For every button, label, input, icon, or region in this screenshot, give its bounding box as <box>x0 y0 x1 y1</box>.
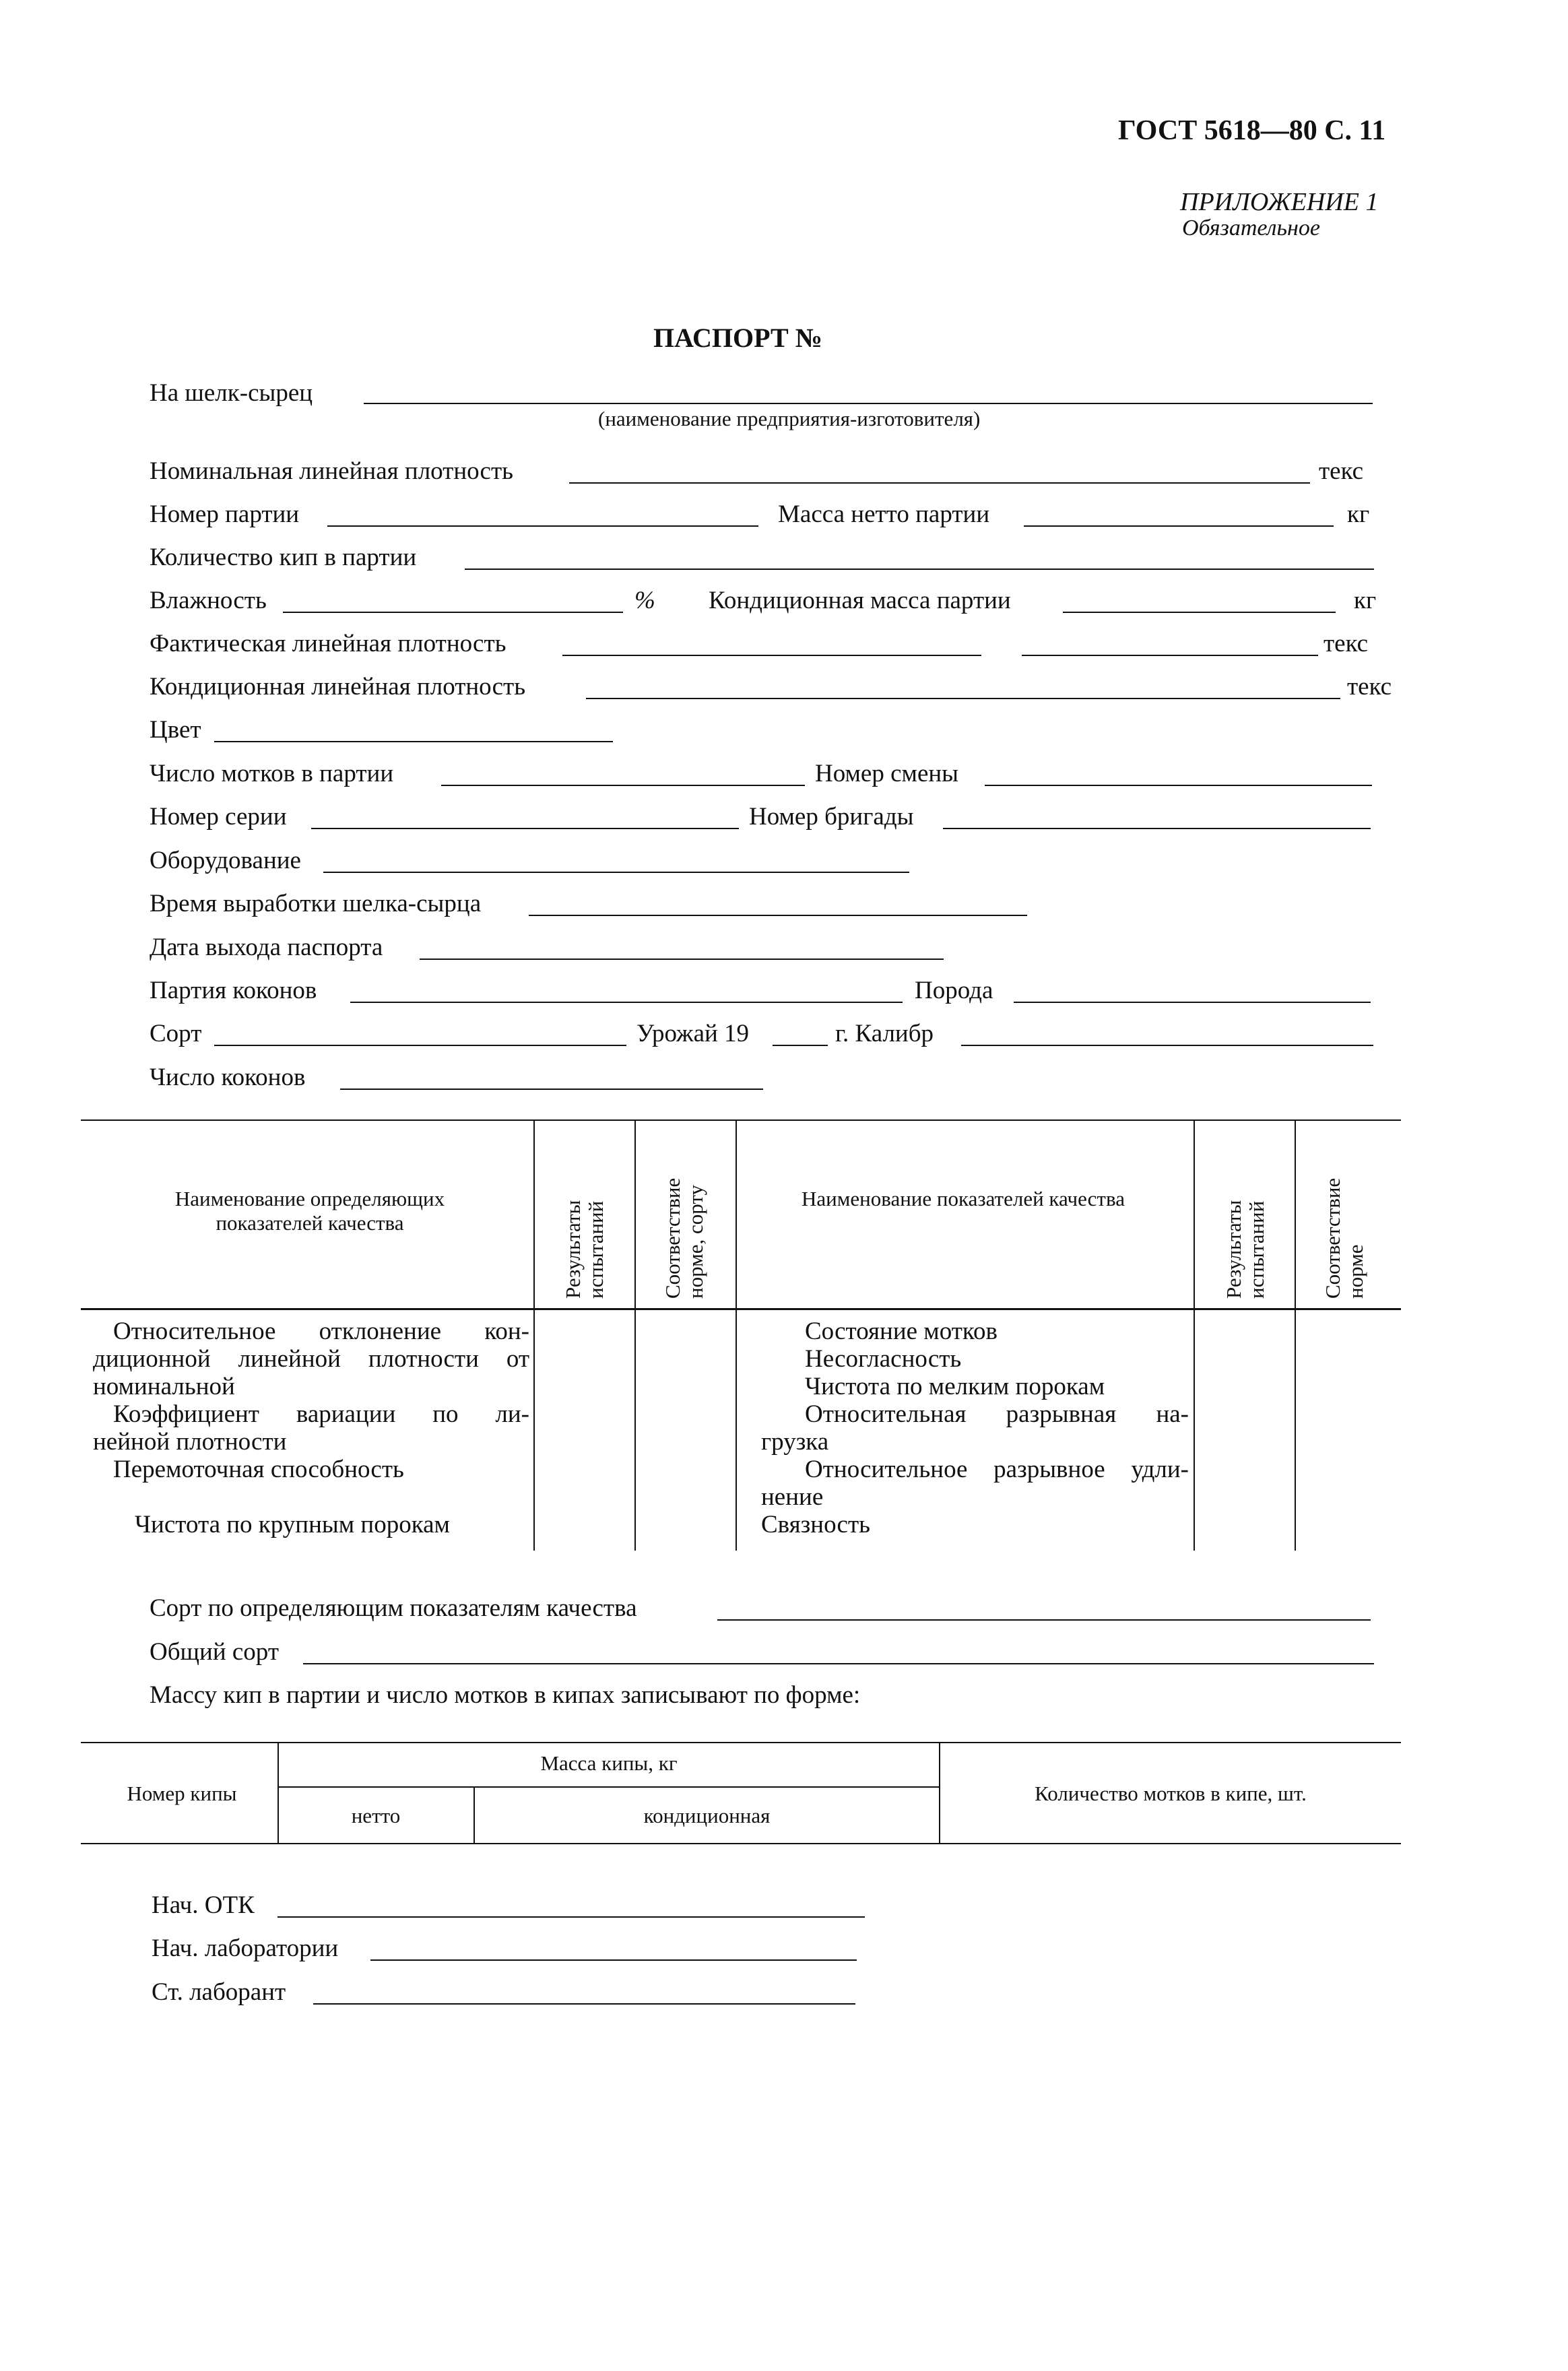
right-row-8: Связность <box>761 1511 870 1538</box>
kg-unit-2: кг <box>1354 587 1377 614</box>
quality-table-header-border <box>81 1308 1401 1310</box>
left-row-4: Коэффициент вариации по ли- <box>113 1400 529 1428</box>
moisture-blank[interactable] <box>283 612 623 613</box>
cocoon-count-blank[interactable] <box>340 1089 763 1090</box>
left-row-5: нейной плотности <box>93 1428 287 1456</box>
quality-col4-header: Наименование показателей качества <box>802 1187 1125 1210</box>
equipment-label: Оборудование <box>150 847 301 874</box>
right-row-1: Состояние мотков <box>805 1318 998 1345</box>
quality-table-col-sep-5 <box>1295 1119 1296 1551</box>
otk-head-label: Нач. ОТК <box>152 1891 255 1919</box>
bale-net-header: нетто <box>351 1804 401 1827</box>
issue-date-label: Дата выхода паспорта <box>150 934 383 961</box>
right-row-6: Относительное разрывное удли- <box>805 1456 1189 1483</box>
appendix-label: ПРИЛОЖЕНИЕ 1 <box>1180 188 1379 216</box>
quality-table-col-sep-2 <box>634 1119 636 1551</box>
cocoon-count-label: Число коконов <box>150 1064 306 1091</box>
production-time-label: Время выработки шелка-сырца <box>150 890 482 917</box>
grade-label: Сорт <box>150 1020 202 1047</box>
bale-mass-header: Масса кипы, кг <box>540 1751 678 1775</box>
left-row-2: диционной линейной плотности от <box>93 1345 529 1373</box>
conditioned-density-blank[interactable] <box>586 698 1340 699</box>
harvest-label: Урожай 19 <box>636 1020 750 1047</box>
production-time-blank[interactable] <box>529 915 1027 916</box>
brigade-number-label: Номер бригады <box>749 803 914 831</box>
color-blank[interactable] <box>214 741 613 742</box>
color-label: Цвет <box>150 716 201 744</box>
left-row-1: Относительное отклонение кон- <box>113 1318 529 1345</box>
series-number-blank[interactable] <box>311 828 739 829</box>
quality-col3-header: Соответствие норме, сорту <box>661 1177 707 1299</box>
bale-form-note: Массу кип в партии и число мотков в кипах записывают по форме: <box>150 1681 861 1709</box>
breed-label: Порода <box>915 977 993 1004</box>
bales-count-blank[interactable] <box>465 569 1374 570</box>
nominal-density-blank[interactable] <box>569 482 1310 484</box>
quality-table-col-sep-4 <box>1194 1119 1195 1551</box>
senior-lab-blank[interactable] <box>313 2003 855 2005</box>
kg-unit-1: кг <box>1347 500 1370 528</box>
skeins-per-bale-header: Количество мотков в кипе, шт. <box>1035 1782 1307 1805</box>
standard-reference: ГОСТ 5618—80 С. 11 <box>1118 115 1386 146</box>
bale-table-top-border <box>81 1742 1401 1743</box>
lab-head-label: Нач. лаборатории <box>152 1935 339 1962</box>
bale-table-mid-border <box>277 1786 939 1788</box>
left-row-6: Перемоточная способность <box>113 1456 404 1483</box>
nominal-density-label: Номинальная линейная плотность <box>150 457 514 485</box>
net-mass-label: Масса нетто партии <box>778 500 990 528</box>
right-row-4: Относительная разрывная на- <box>805 1400 1189 1428</box>
senior-lab-label: Ст. лаборант <box>152 1978 286 2006</box>
cocoon-lot-label: Партия коконов <box>150 977 317 1004</box>
actual-density-blank-1[interactable] <box>562 655 981 656</box>
brigade-number-blank[interactable] <box>943 828 1371 829</box>
caliber-label: г. Калибр <box>835 1020 934 1047</box>
lab-head-blank[interactable] <box>370 1959 857 1961</box>
right-row-3: Чистота по мелким порокам <box>805 1373 1105 1400</box>
mandatory-label: Обязательное <box>1182 216 1320 240</box>
grade-blank[interactable] <box>214 1045 626 1046</box>
conditioned-density-label: Кондиционная линейная плотность <box>150 673 526 701</box>
bale-conditioned-header: кондиционная <box>643 1804 771 1827</box>
otk-head-blank[interactable] <box>277 1916 865 1918</box>
quality-table-col-sep-3 <box>736 1119 737 1551</box>
raw-silk-label: На шелк-сырец <box>150 379 313 407</box>
quality-col6-header: Соответствие норме <box>1321 1177 1367 1299</box>
quality-col1-header: Наименование определяющих показателей качества <box>174 1187 445 1235</box>
actual-density-blank-2[interactable] <box>1022 655 1318 656</box>
bales-count-label: Количество кип в партии <box>150 544 417 571</box>
quality-col5-header: Результаты испытаний <box>1222 1200 1268 1299</box>
grade-by-indicators-blank[interactable] <box>717 1619 1371 1621</box>
right-row-5: грузка <box>761 1428 829 1456</box>
percent-unit: % <box>634 587 655 614</box>
cocoon-lot-blank[interactable] <box>350 1002 903 1003</box>
shift-number-label: Номер смены <box>815 760 959 787</box>
left-row-3: номинальной <box>93 1373 235 1400</box>
harvest-year-blank[interactable] <box>773 1045 828 1046</box>
left-row-8: Чистота по крупным порокам <box>135 1511 450 1538</box>
issue-date-blank[interactable] <box>420 959 944 960</box>
passport-title: ПАСПОРТ № <box>653 323 822 353</box>
shift-number-blank[interactable] <box>985 785 1372 786</box>
conditioned-mass-label: Кондиционная масса партии <box>709 587 1011 614</box>
equipment-blank[interactable] <box>323 872 909 873</box>
grade-by-indicators-label: Сорт по определяющим показателям качества <box>150 1594 637 1622</box>
overall-grade-label: Общий сорт <box>150 1638 279 1666</box>
lot-number-blank[interactable] <box>327 525 758 527</box>
overall-grade-blank[interactable] <box>303 1663 1374 1664</box>
right-row-2: Несогласность <box>805 1345 962 1373</box>
raw-silk-blank[interactable] <box>364 403 1373 404</box>
net-mass-blank[interactable] <box>1024 525 1334 527</box>
series-number-label: Номер серии <box>150 803 287 831</box>
quality-col2-header: Результаты испытаний <box>561 1200 608 1299</box>
skeins-count-label: Число мотков в партии <box>150 760 394 787</box>
raw-silk-note: (наименование предприятия-изготовителя) <box>598 407 981 430</box>
tex-unit-3: текс <box>1347 673 1392 701</box>
bale-table-bottom-border <box>81 1843 1401 1844</box>
actual-density-label: Фактическая линейная плотность <box>150 630 507 657</box>
breed-blank[interactable] <box>1014 1002 1371 1003</box>
caliber-blank[interactable] <box>961 1045 1373 1046</box>
moisture-label: Влажность <box>150 587 267 614</box>
lot-number-label: Номер партии <box>150 500 300 528</box>
bale-number-header: Номер кипы <box>127 1782 237 1805</box>
tex-unit-2: текс <box>1324 630 1369 657</box>
skeins-count-blank[interactable] <box>441 785 805 786</box>
quality-table-col-sep-1 <box>533 1119 535 1551</box>
quality-table-top-border <box>81 1119 1401 1121</box>
conditioned-mass-blank[interactable] <box>1063 612 1336 613</box>
right-row-7: нение <box>761 1483 824 1511</box>
tex-unit-1: текс <box>1319 457 1364 485</box>
